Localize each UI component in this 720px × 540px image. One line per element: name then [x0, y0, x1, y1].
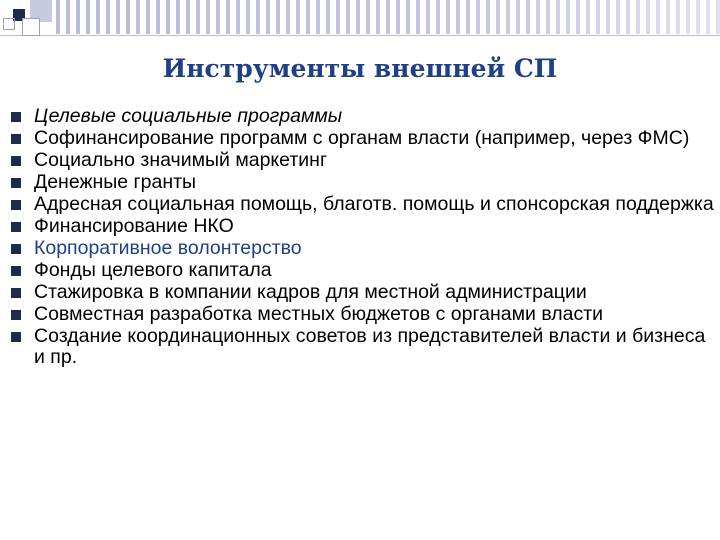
square-bullet-icon: [11, 178, 21, 188]
square-bullet-icon: [11, 156, 21, 166]
square-bullet-icon: [11, 112, 21, 122]
bullet-text: Фонды целевого капитала: [34, 259, 272, 281]
decorative-square-outline: [22, 18, 40, 36]
bullet-text: Денежные гранты: [34, 171, 197, 193]
bullet-item: [8, 326, 714, 368]
bullet-text: Целевые социальные программы: [34, 105, 343, 127]
square-bullet-icon: [11, 310, 21, 320]
header-rule: [0, 35, 720, 36]
square-bullet-icon: [11, 200, 21, 210]
bullet-text: Создание координационных советов из представителей власти и бизнеса и пр.: [34, 325, 706, 368]
square-bullet-icon: [11, 332, 21, 342]
square-bullet-icon: [11, 244, 21, 254]
slide-title: Инструменты внешней СП: [162, 54, 558, 83]
bullet-item: [8, 172, 714, 193]
bullet-item: [8, 260, 714, 281]
square-bullet-icon: [11, 134, 21, 144]
bullet-item: [8, 238, 714, 259]
square-bullet-icon: [11, 288, 21, 298]
bullet-item: [8, 216, 714, 237]
bullet-item: [8, 194, 714, 215]
bullet-text: Социально значимый маркетинг: [34, 149, 328, 171]
bullet-text: Софинансирование программ с органам власти (например, через ФМС): [34, 127, 690, 149]
bullet-text: Адресная социальная помощь, благотв. помощь и спонсорская поддержка: [34, 193, 714, 215]
bullet-text: Стажировка в компании кадров для местной администрации: [34, 281, 587, 303]
header-stripes-fade: [56, 0, 720, 34]
decorative-square-outline-small: [3, 18, 15, 30]
bullet-item: [8, 304, 714, 325]
bullet-item: [8, 106, 714, 127]
square-bullet-icon: [11, 266, 21, 276]
bullet-list: [8, 106, 714, 369]
bullet-item: [8, 150, 714, 171]
bullet-text: Совместная разработка местных бюджетов с органами власти: [34, 303, 604, 325]
square-bullet-icon: [11, 222, 21, 232]
bullet-item: [8, 128, 714, 149]
bullet-text: Корпоративное волонтерство: [34, 237, 302, 259]
bullet-item: [8, 282, 714, 303]
bullet-text: Финансирование НКО: [34, 215, 234, 237]
